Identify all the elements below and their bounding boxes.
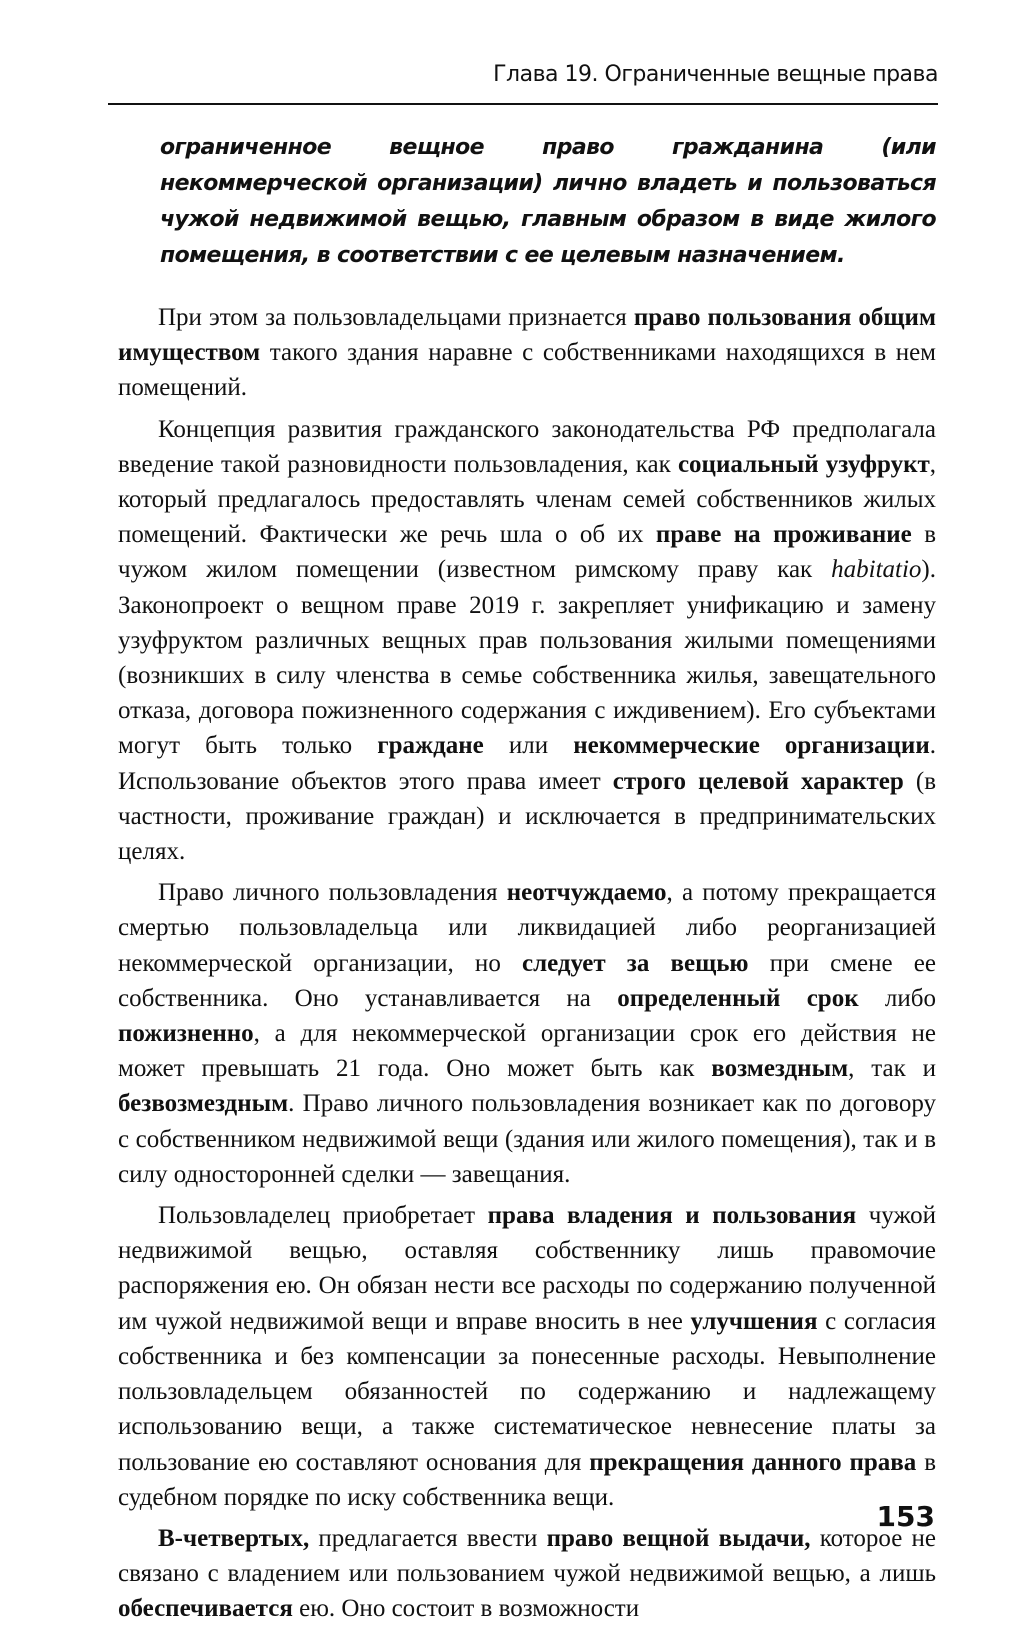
text-run: . Использование объектов этого права имеет — [118, 732, 936, 795]
bold-term: улучшения — [690, 1307, 818, 1335]
bold-term: права владения и пользования — [487, 1202, 857, 1230]
text-run: чужой недвижимой вещью, оставляя собственнику лишь правомочие распоряжения ею. Он обязан нести все расходы по содержанию полученной им чужой недвижимой вещи и вправе вносить в нее — [118, 1202, 936, 1335]
text-run: либо — [858, 984, 936, 1012]
bold-term: следует за вещью — [521, 949, 749, 977]
italic-term: habitatio — [831, 556, 922, 584]
bold-term: безвозмездным — [118, 1090, 289, 1118]
bold-term: пожизненно — [118, 1020, 254, 1048]
bold-term: строго целевой характер — [612, 767, 904, 795]
text-run: . Право личного пользовладения возникает как по договору с собственником недвижимой вещи (здания или жилого помещения), так и в силу односторонней сделки — завещания. — [118, 1090, 936, 1188]
bold-term: В-четвертых, — [158, 1524, 310, 1552]
text-run: ею. Оно состоит в возможности — [292, 1595, 640, 1623]
paragraph — [118, 300, 936, 406]
text-run: , который предлагалось предоставлять членам семей собственников жилых помещений. Фактически же речь шла о об их — [118, 450, 937, 549]
text-run: , а для некоммерческой организации срок его действия не может превышать 21 года. Оно может быть как — [118, 1020, 936, 1083]
text-run: которое не связано с владением или пользованием чужой недвижимой вещью, а лишь — [118, 1524, 936, 1588]
bold-term: право вещной выдачи, — [546, 1524, 811, 1552]
text-run: Право личного пользовладения — [158, 879, 507, 907]
bold-term: обеспечивается — [118, 1595, 293, 1623]
bold-term: некоммерческие организации — [573, 732, 930, 760]
text-run: , а потому прекращается смертью пользовладельца или ликвидацией либо реорганизацией некоммерческой организации, но — [118, 879, 936, 977]
paragraph — [118, 875, 936, 1192]
running-header: Глава 19. Ограниченные вещные права — [493, 62, 938, 87]
bold-term: возмездным — [711, 1055, 849, 1083]
bold-term: прекращения данного права — [589, 1448, 917, 1476]
paragraph — [118, 1198, 936, 1515]
text-run: При этом за пользовладельцами признается — [158, 304, 634, 331]
text-run: такого здания наравне с собственниками находящихся в нем помещений. — [118, 339, 936, 402]
text-run: Концепция развития гражданского законодательства РФ предполагала введение такой разновидности пользовладения, как — [118, 415, 936, 478]
text-run: , так и — [848, 1055, 936, 1083]
body-text — [118, 300, 936, 1633]
text-run: предлагается ввести — [309, 1524, 547, 1552]
text-run: при смене ее собственника. Оно устанавливается на — [118, 949, 936, 1012]
text-run: в судебном порядке по иску собственника вещи. — [118, 1448, 937, 1511]
header-rule — [108, 103, 938, 105]
text-run: в чужом жилом помещении (известном римскому праву как — [118, 521, 937, 584]
paragraph — [118, 412, 936, 870]
text-run: ). Законопроект о вещном праве 2019 г. закрепляет унификацию и замену узуфруктом различных вещных прав пользования жилыми помещениями (возникших в силу членства в семье собственника жилья, завещательного отказа, договора пожизненного содержания с иждивением). Его субъектами могут быть только — [118, 556, 936, 760]
bold-term: праве на проживание — [655, 521, 912, 549]
bold-term: право пользования общим имуществом — [118, 304, 936, 367]
bold-term: граждане — [377, 732, 484, 760]
page-number: 153 — [876, 1500, 935, 1533]
text-run: или — [483, 732, 574, 760]
text-run: (в частности, проживание граждан) и исключается в предпринимательских целях. — [118, 767, 937, 866]
bold-term: неотчуждаемо — [506, 879, 667, 907]
text-run: с согласия собственника и без компенсации за понесенные расходы. Невыполнение пользовладельцем обязанностей по содержанию и надлежащему использованию вещи, а также систематическое невнесение платы за пользование ею составляют основания для — [118, 1307, 936, 1476]
definition-continuation: ограниченное вещное право гражданина (или некоммерческой организации) лично владеть и пользоваться чужой недвижимой вещью, главным образом в виде жилого помещения, в соответствии с ее целевым назначением. — [160, 135, 936, 268]
bold-term: определенный срок — [617, 984, 859, 1012]
text-run: Пользовладелец приобретает — [158, 1202, 488, 1230]
bold-term: социальный узуфрукт — [677, 450, 930, 478]
paragraph — [118, 1521, 936, 1627]
